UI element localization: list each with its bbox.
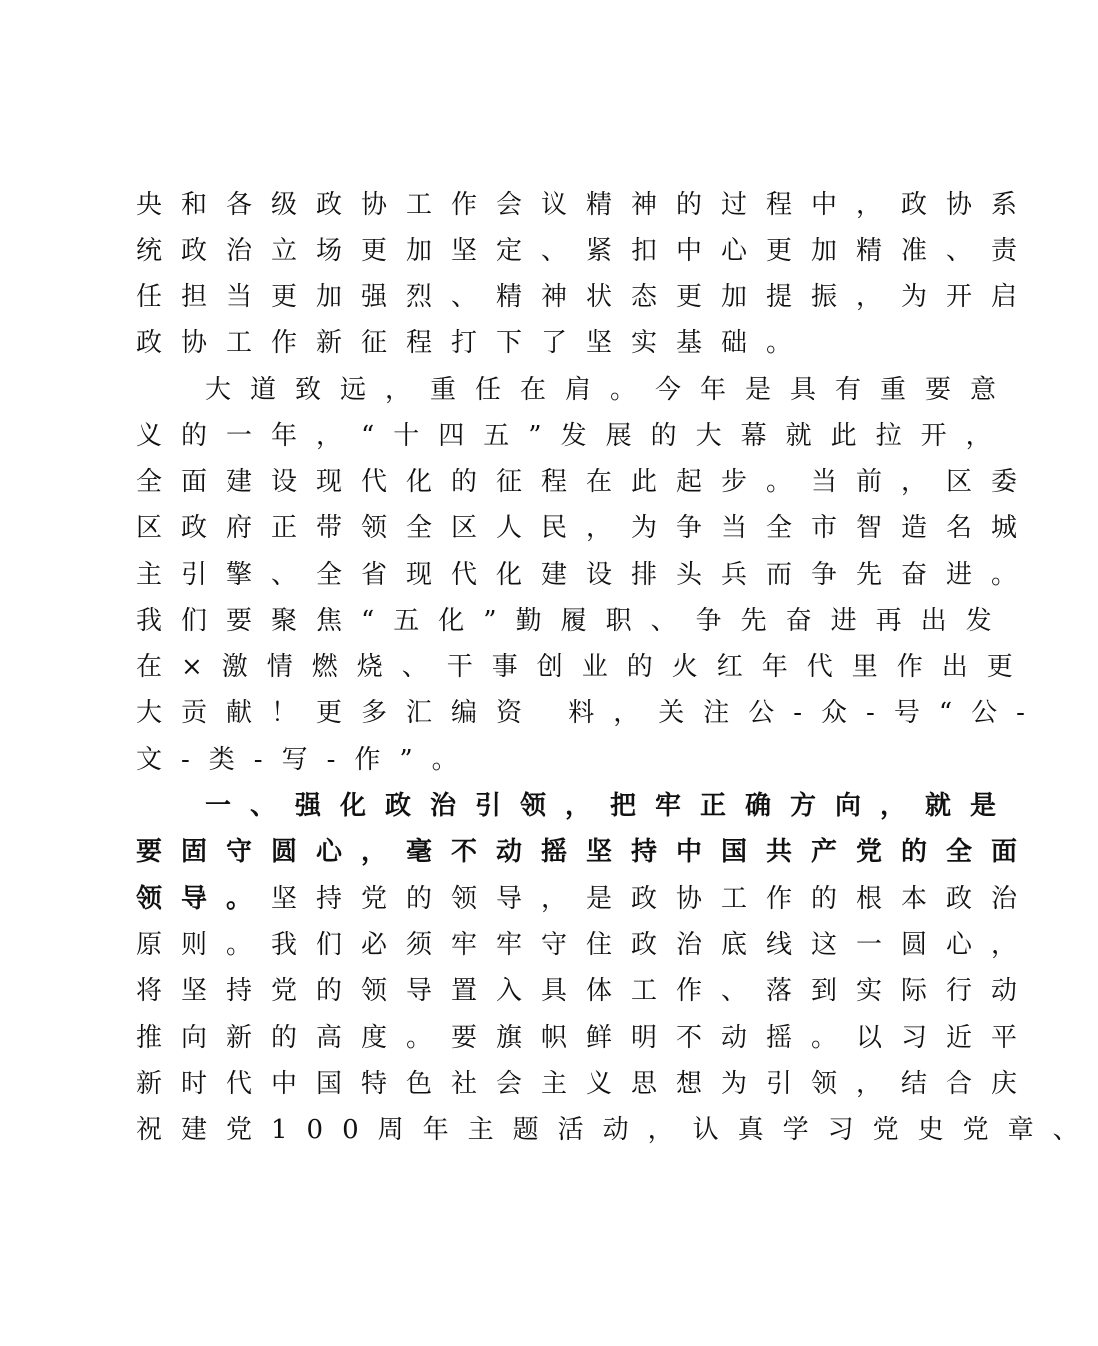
text-line: 政协工作新征程打下了坚实基础。 [136,328,812,358]
text-line: 主引擎、全省现代化建设排头兵而争先奋进。 [136,560,1037,590]
mixed-line [136,876,1037,922]
text-line: 义的一年，“十四五”发展的大幕就此拉开， [136,421,1011,451]
text-line: 原则。我们必须牢牢守住政治底线这一圆心， [136,930,1037,960]
section-heading-line: 要固守圆心，毫不动摇坚持中国共产党的全面 [136,837,1037,867]
text-line: 文-类-写-作”。 [136,745,477,775]
text-line: 区政府正带领全区人民，为争当全市智造名城 [136,513,1037,543]
text-line: 大贡献！更多汇编资 料，关注公-众-号“公- [136,698,1044,728]
text-line: 将坚持党的领导置入具体工作、落到实际行动 [136,976,1037,1006]
text-line: 大道致远，重任在肩。今年是具有重要意 [205,375,1016,405]
section-heading-tail: 领导。 [136,884,272,914]
text-line: 全面建设现代化的征程在此起步。当前，区委 [136,467,1037,497]
text-line: 央和各级政协工作会议精神的过程中，政协系 [136,190,1037,220]
text-line: 在×激情燃烧、干事创业的火红年代里作出更 [136,652,1032,682]
text-span: 坚持党的领导，是政协工作的根本政治 [271,884,1037,914]
text-line: 新时代中国特色社会主义思想为引领，结合庆 [136,1069,1037,1099]
text-line: 我们要聚焦“五化”勤履职、争先奋进再出发 [136,606,1011,636]
text-line: 统政治立场更加坚定、紧扣中心更加精准、责 [136,236,1037,266]
text-line: 推向新的高度。要旗帜鲜明不动摇。以习近平 [136,1023,1037,1053]
section-heading-line: 一、强化政治引领，把牢正确方向，就是 [205,791,1016,821]
text-line: 祝建党100周年主题活动，认真学习党史党章、 [136,1115,1098,1145]
text-line: 任担当更加强烈、精神状态更加提振，为开启 [136,282,1037,312]
